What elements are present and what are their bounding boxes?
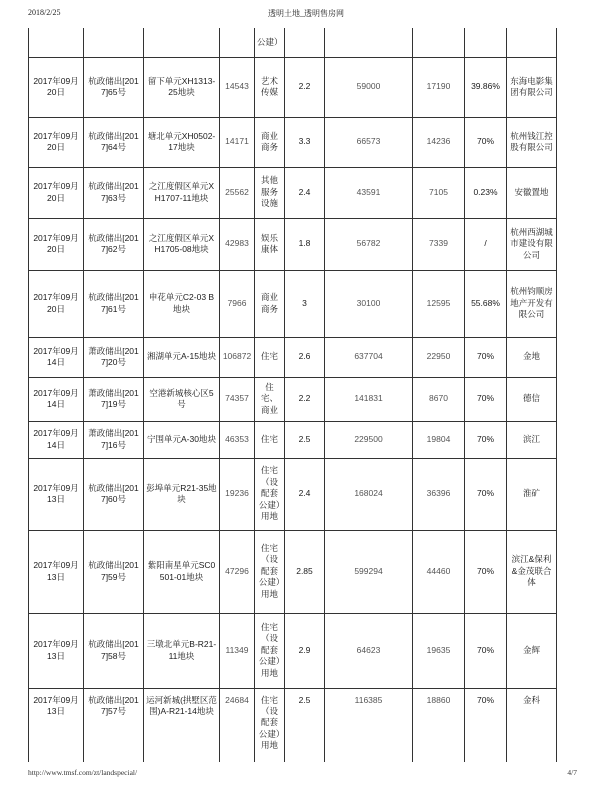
cell-price: 229500 — [325, 421, 413, 458]
table-row — [29, 530, 557, 613]
cell-premium-rate: 70% — [465, 337, 507, 377]
cell-premium-rate: 55.68% — [465, 270, 507, 337]
cell-unit-price: 17190 — [413, 57, 465, 117]
page-footer — [28, 768, 577, 777]
cell-price: 116385 — [325, 688, 413, 762]
cell-plot-ratio: 1.8 — [285, 218, 325, 270]
cell-winner: 滨江 — [507, 421, 557, 458]
cell-plot-ratio — [285, 28, 325, 57]
cell-plot-name: 三墩北单元B-R21-11地块 — [144, 613, 220, 688]
cell-price: 637704 — [325, 337, 413, 377]
cell-plot-name — [144, 28, 220, 57]
cell-notice-no: 杭政储出[2017]58号 — [84, 613, 144, 688]
cell-price: 168024 — [325, 458, 413, 530]
cell-price: 59000 — [325, 57, 413, 117]
cell-price: 66573 — [325, 117, 413, 167]
cell-date — [29, 28, 84, 57]
cell-land-area: 19236 — [220, 458, 255, 530]
cell-premium-rate: 70% — [465, 458, 507, 530]
land-table-container — [28, 28, 557, 762]
cell-unit-price: 19635 — [413, 613, 465, 688]
cell-premium-rate: 70% — [465, 530, 507, 613]
cell-usage: 其他服务设施 — [255, 167, 285, 218]
land-table — [28, 28, 557, 762]
cell-date: 2017年09月13日 — [29, 688, 84, 762]
cell-usage: 住宅（设配套公建）用地 — [255, 688, 285, 762]
table-row — [29, 377, 557, 421]
cell-plot-ratio: 2.2 — [285, 57, 325, 117]
cell-winner: 淮矿 — [507, 458, 557, 530]
cell-usage: 公建） — [255, 28, 285, 57]
cell-usage: 住宅、商业 — [255, 377, 285, 421]
cell-land-area: 14543 — [220, 57, 255, 117]
cell-land-area: 106872 — [220, 337, 255, 377]
table-row — [29, 458, 557, 530]
cell-price: 56782 — [325, 218, 413, 270]
cell-plot-ratio: 2.9 — [285, 613, 325, 688]
cell-land-area: 14171 — [220, 117, 255, 167]
cell-winner: 金科 — [507, 688, 557, 762]
cell-date: 2017年09月13日 — [29, 613, 84, 688]
cell-plot-ratio: 2.5 — [285, 421, 325, 458]
cell-price: 141831 — [325, 377, 413, 421]
cell-winner: 安徽置地 — [507, 167, 557, 218]
cell-plot-ratio: 2.2 — [285, 377, 325, 421]
cell-usage: 商业商务 — [255, 117, 285, 167]
cell-unit-price: 19804 — [413, 421, 465, 458]
cell-usage: 住宅 — [255, 337, 285, 377]
cell-winner: 杭州西湖城市建设有限公司 — [507, 218, 557, 270]
cell-winner: 杭州钱江控股有限公司 — [507, 117, 557, 167]
cell-winner: 金地 — [507, 337, 557, 377]
cell-notice-no: 杭政储出[2017]61号 — [84, 270, 144, 337]
cell-date: 2017年09月14日 — [29, 377, 84, 421]
cell-plot-name: 塘北单元XH0502-17地块 — [144, 117, 220, 167]
cell-plot-name: 空港新城核心区5号 — [144, 377, 220, 421]
cell-plot-ratio: 2.85 — [285, 530, 325, 613]
cell-unit-price: 36396 — [413, 458, 465, 530]
cell-date: 2017年09月20日 — [29, 117, 84, 167]
cell-winner: 东海电影集团有限公司 — [507, 57, 557, 117]
cell-unit-price: 7339 — [413, 218, 465, 270]
cell-date: 2017年09月20日 — [29, 167, 84, 218]
cell-date: 2017年09月13日 — [29, 530, 84, 613]
cell-unit-price: 7105 — [413, 167, 465, 218]
footer-url: http://www.tmsf.com/zt/landspecial/ — [28, 768, 138, 777]
cell-price: 43591 — [325, 167, 413, 218]
cell-usage: 住宅（设配套公建）用地 — [255, 613, 285, 688]
cell-land-area: 42983 — [220, 218, 255, 270]
table-row — [29, 337, 557, 377]
cell-notice-no — [84, 28, 144, 57]
cell-land-area: 7966 — [220, 270, 255, 337]
cell-plot-ratio: 2.6 — [285, 337, 325, 377]
cell-premium-rate: 70% — [465, 117, 507, 167]
cell-premium-rate: 70% — [465, 688, 507, 762]
footer-page-number: 4/7 — [567, 768, 577, 777]
cell-plot-ratio: 2.5 — [285, 688, 325, 762]
cell-date: 2017年09月20日 — [29, 57, 84, 117]
cell-usage: 艺术传媒 — [255, 57, 285, 117]
cell-winner: 金辉 — [507, 613, 557, 688]
cell-plot-name: 之江度假区单元XH1707-11地块 — [144, 167, 220, 218]
table-row — [29, 167, 557, 218]
cell-notice-no: 萧政储出[2017]20号 — [84, 337, 144, 377]
cell-date: 2017年09月20日 — [29, 218, 84, 270]
cell-plot-name: 留下单元XH1313-25地块 — [144, 57, 220, 117]
cell-premium-rate: 0.23% — [465, 167, 507, 218]
cell-premium-rate — [465, 28, 507, 57]
print-date: 2018/2/25 — [28, 8, 61, 17]
cell-notice-no: 杭政储出[2017]64号 — [84, 117, 144, 167]
cell-notice-no: 萧政储出[2017]16号 — [84, 421, 144, 458]
cell-usage: 住宅（设配套公建）用地 — [255, 458, 285, 530]
cell-premium-rate: 70% — [465, 613, 507, 688]
cell-usage: 住宅 — [255, 421, 285, 458]
cell-date: 2017年09月20日 — [29, 270, 84, 337]
table-row — [29, 421, 557, 458]
cell-plot-name: 宁围单元A-30地块 — [144, 421, 220, 458]
page-header — [28, 8, 584, 22]
cell-price — [325, 28, 413, 57]
carryover-row — [29, 28, 557, 57]
cell-plot-name: 之江度假区单元XH1705-08地块 — [144, 218, 220, 270]
cell-notice-no: 杭政储出[2017]63号 — [84, 167, 144, 218]
table-row — [29, 270, 557, 337]
table-row — [29, 218, 557, 270]
cell-plot-name: 申花单元C2-03 B地块 — [144, 270, 220, 337]
cell-unit-price: 18860 — [413, 688, 465, 762]
cell-plot-name: 湘湖单元A-15地块 — [144, 337, 220, 377]
cell-land-area: 25562 — [220, 167, 255, 218]
cell-premium-rate: 39.86% — [465, 57, 507, 117]
cell-notice-no: 萧政储出[2017]19号 — [84, 377, 144, 421]
cell-premium-rate: 70% — [465, 421, 507, 458]
cell-unit-price: 8670 — [413, 377, 465, 421]
cell-land-area — [220, 28, 255, 57]
cell-winner — [507, 28, 557, 57]
cell-unit-price — [413, 28, 465, 57]
cell-price: 64623 — [325, 613, 413, 688]
cell-land-area: 11349 — [220, 613, 255, 688]
cell-winner: 滨江&保利&金茂联合体 — [507, 530, 557, 613]
cell-winner: 杭州钧顺房地产开发有限公司 — [507, 270, 557, 337]
cell-date: 2017年09月14日 — [29, 337, 84, 377]
cell-land-area: 46353 — [220, 421, 255, 458]
cell-premium-rate: 70% — [465, 377, 507, 421]
cell-unit-price: 12595 — [413, 270, 465, 337]
cell-usage: 住宅（设配套公建）用地 — [255, 530, 285, 613]
cell-notice-no: 杭政储出[2017]62号 — [84, 218, 144, 270]
cell-notice-no: 杭政储出[2017]65号 — [84, 57, 144, 117]
cell-plot-name: 紫阳南星单元SC0501-01地块 — [144, 530, 220, 613]
cell-unit-price: 14236 — [413, 117, 465, 167]
cell-land-area: 74357 — [220, 377, 255, 421]
table-row — [29, 57, 557, 117]
table-row — [29, 613, 557, 688]
cell-date: 2017年09月13日 — [29, 458, 84, 530]
cell-price: 30100 — [325, 270, 413, 337]
cell-land-area: 24684 — [220, 688, 255, 762]
cell-notice-no: 杭政储出[2017]57号 — [84, 688, 144, 762]
cell-plot-ratio: 3.3 — [285, 117, 325, 167]
cell-usage: 商业商务 — [255, 270, 285, 337]
cell-price: 599294 — [325, 530, 413, 613]
cell-land-area: 47296 — [220, 530, 255, 613]
cell-plot-ratio: 2.4 — [285, 458, 325, 530]
cell-plot-ratio: 2.4 — [285, 167, 325, 218]
cell-winner: 德信 — [507, 377, 557, 421]
cell-notice-no: 杭政储出[2017]59号 — [84, 530, 144, 613]
cell-plot-name: 运河新城(拱墅区范围)A-R21-14地块 — [144, 688, 220, 762]
cell-usage: 娱乐康体 — [255, 218, 285, 270]
table-row — [29, 117, 557, 167]
table-row — [29, 688, 557, 762]
cell-notice-no: 杭政储出[2017]60号 — [84, 458, 144, 530]
page-title: 透明土地_透明售房网 — [268, 9, 344, 18]
cell-plot-ratio: 3 — [285, 270, 325, 337]
cell-premium-rate: / — [465, 218, 507, 270]
cell-unit-price: 22950 — [413, 337, 465, 377]
cell-date: 2017年09月14日 — [29, 421, 84, 458]
cell-unit-price: 44460 — [413, 530, 465, 613]
cell-plot-name: 彭埠单元R21-35地块 — [144, 458, 220, 530]
